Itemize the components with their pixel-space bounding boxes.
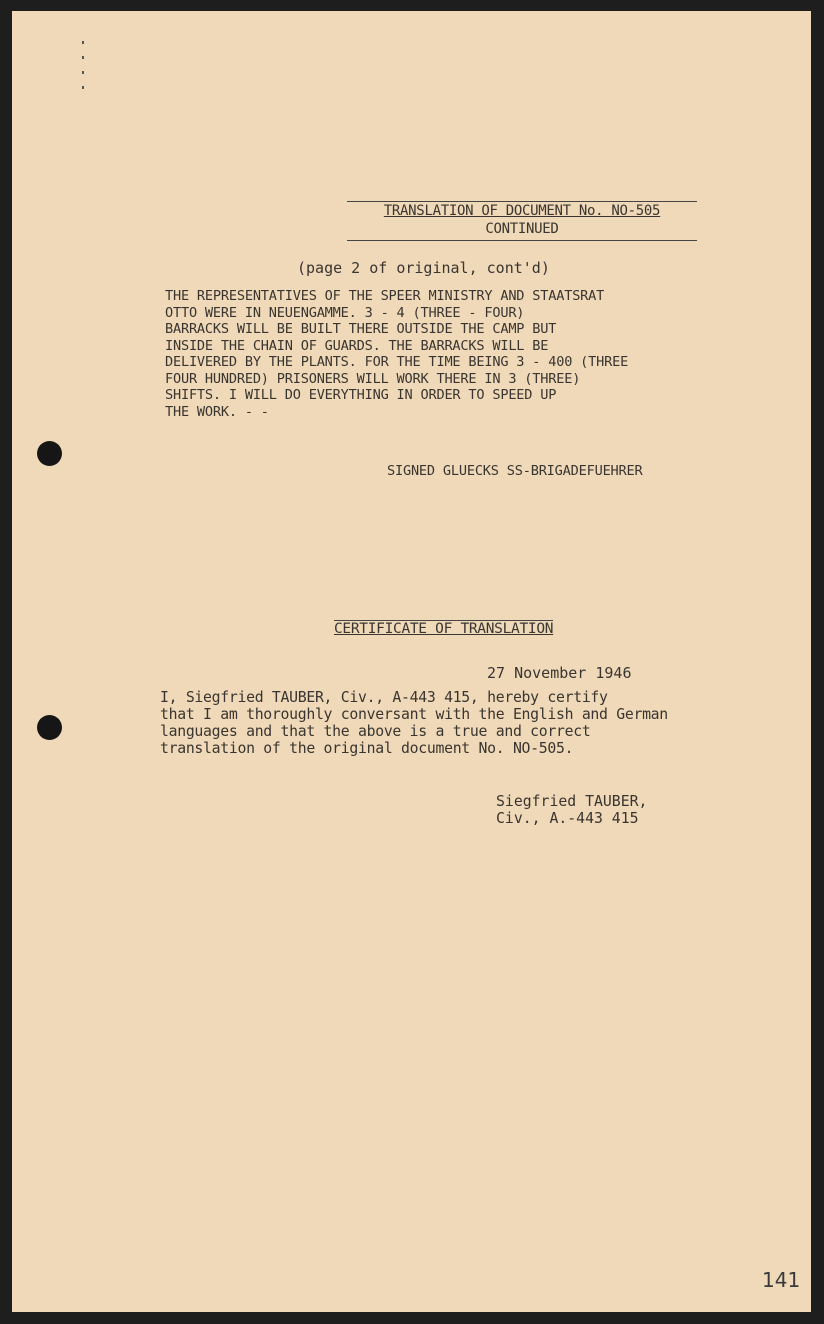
- document-page: [12, 11, 811, 1312]
- page-note: (page 2 of original, cont'd): [297, 259, 550, 277]
- heading-continued: CONTINUED: [347, 220, 697, 241]
- certificate-paragraph: I, Siegfried TAUBER, Civ., A-443 415, hereby certify that I am thoroughly conversant with the English and German languages and that the above is a true and correct translation of the original document No. NO-505.: [160, 689, 668, 757]
- certificate-title: CERTIFICATE OF TRANSLATION: [334, 621, 554, 637]
- paper-marks: [82, 41, 88, 101]
- signed-line: SIGNED GLUECKS SS-BRIGADEFUEHRER: [387, 463, 643, 479]
- certificate-date: 27 November 1946: [487, 664, 632, 682]
- document-heading: [347, 201, 697, 241]
- page-number: 141: [762, 1268, 801, 1292]
- punch-hole-upper: [37, 441, 62, 466]
- body-paragraph: THE REPRESENTATIVES OF THE SPEER MINISTRY AND STAATSRAT OTTO WERE IN NEUENGAMME. 3 - 4 (THREE - FOUR) BARRACKS WILL BE BUILT THERE OUTSIDE THE CAMP BUT INSIDE THE CHAIN OF GUARDS. THE BARRACKS WILL BE DELIVERED BY THE PLANTS. FOR THE TIME BEING 3 - 400 (THREE FOUR HUNDRED) PRISONERS WILL WORK THERE IN 3 (THREE) SHIFTS. I WILL DO EVERYTHING IN ORDER TO SPEED UP THE WORK. - -: [165, 288, 629, 420]
- punch-hole-lower: [37, 715, 62, 740]
- translator-signature: Siegfried TAUBER, Civ., A.-443 415: [496, 793, 648, 827]
- heading-title: TRANSLATION OF DOCUMENT No. NO-505: [347, 201, 697, 220]
